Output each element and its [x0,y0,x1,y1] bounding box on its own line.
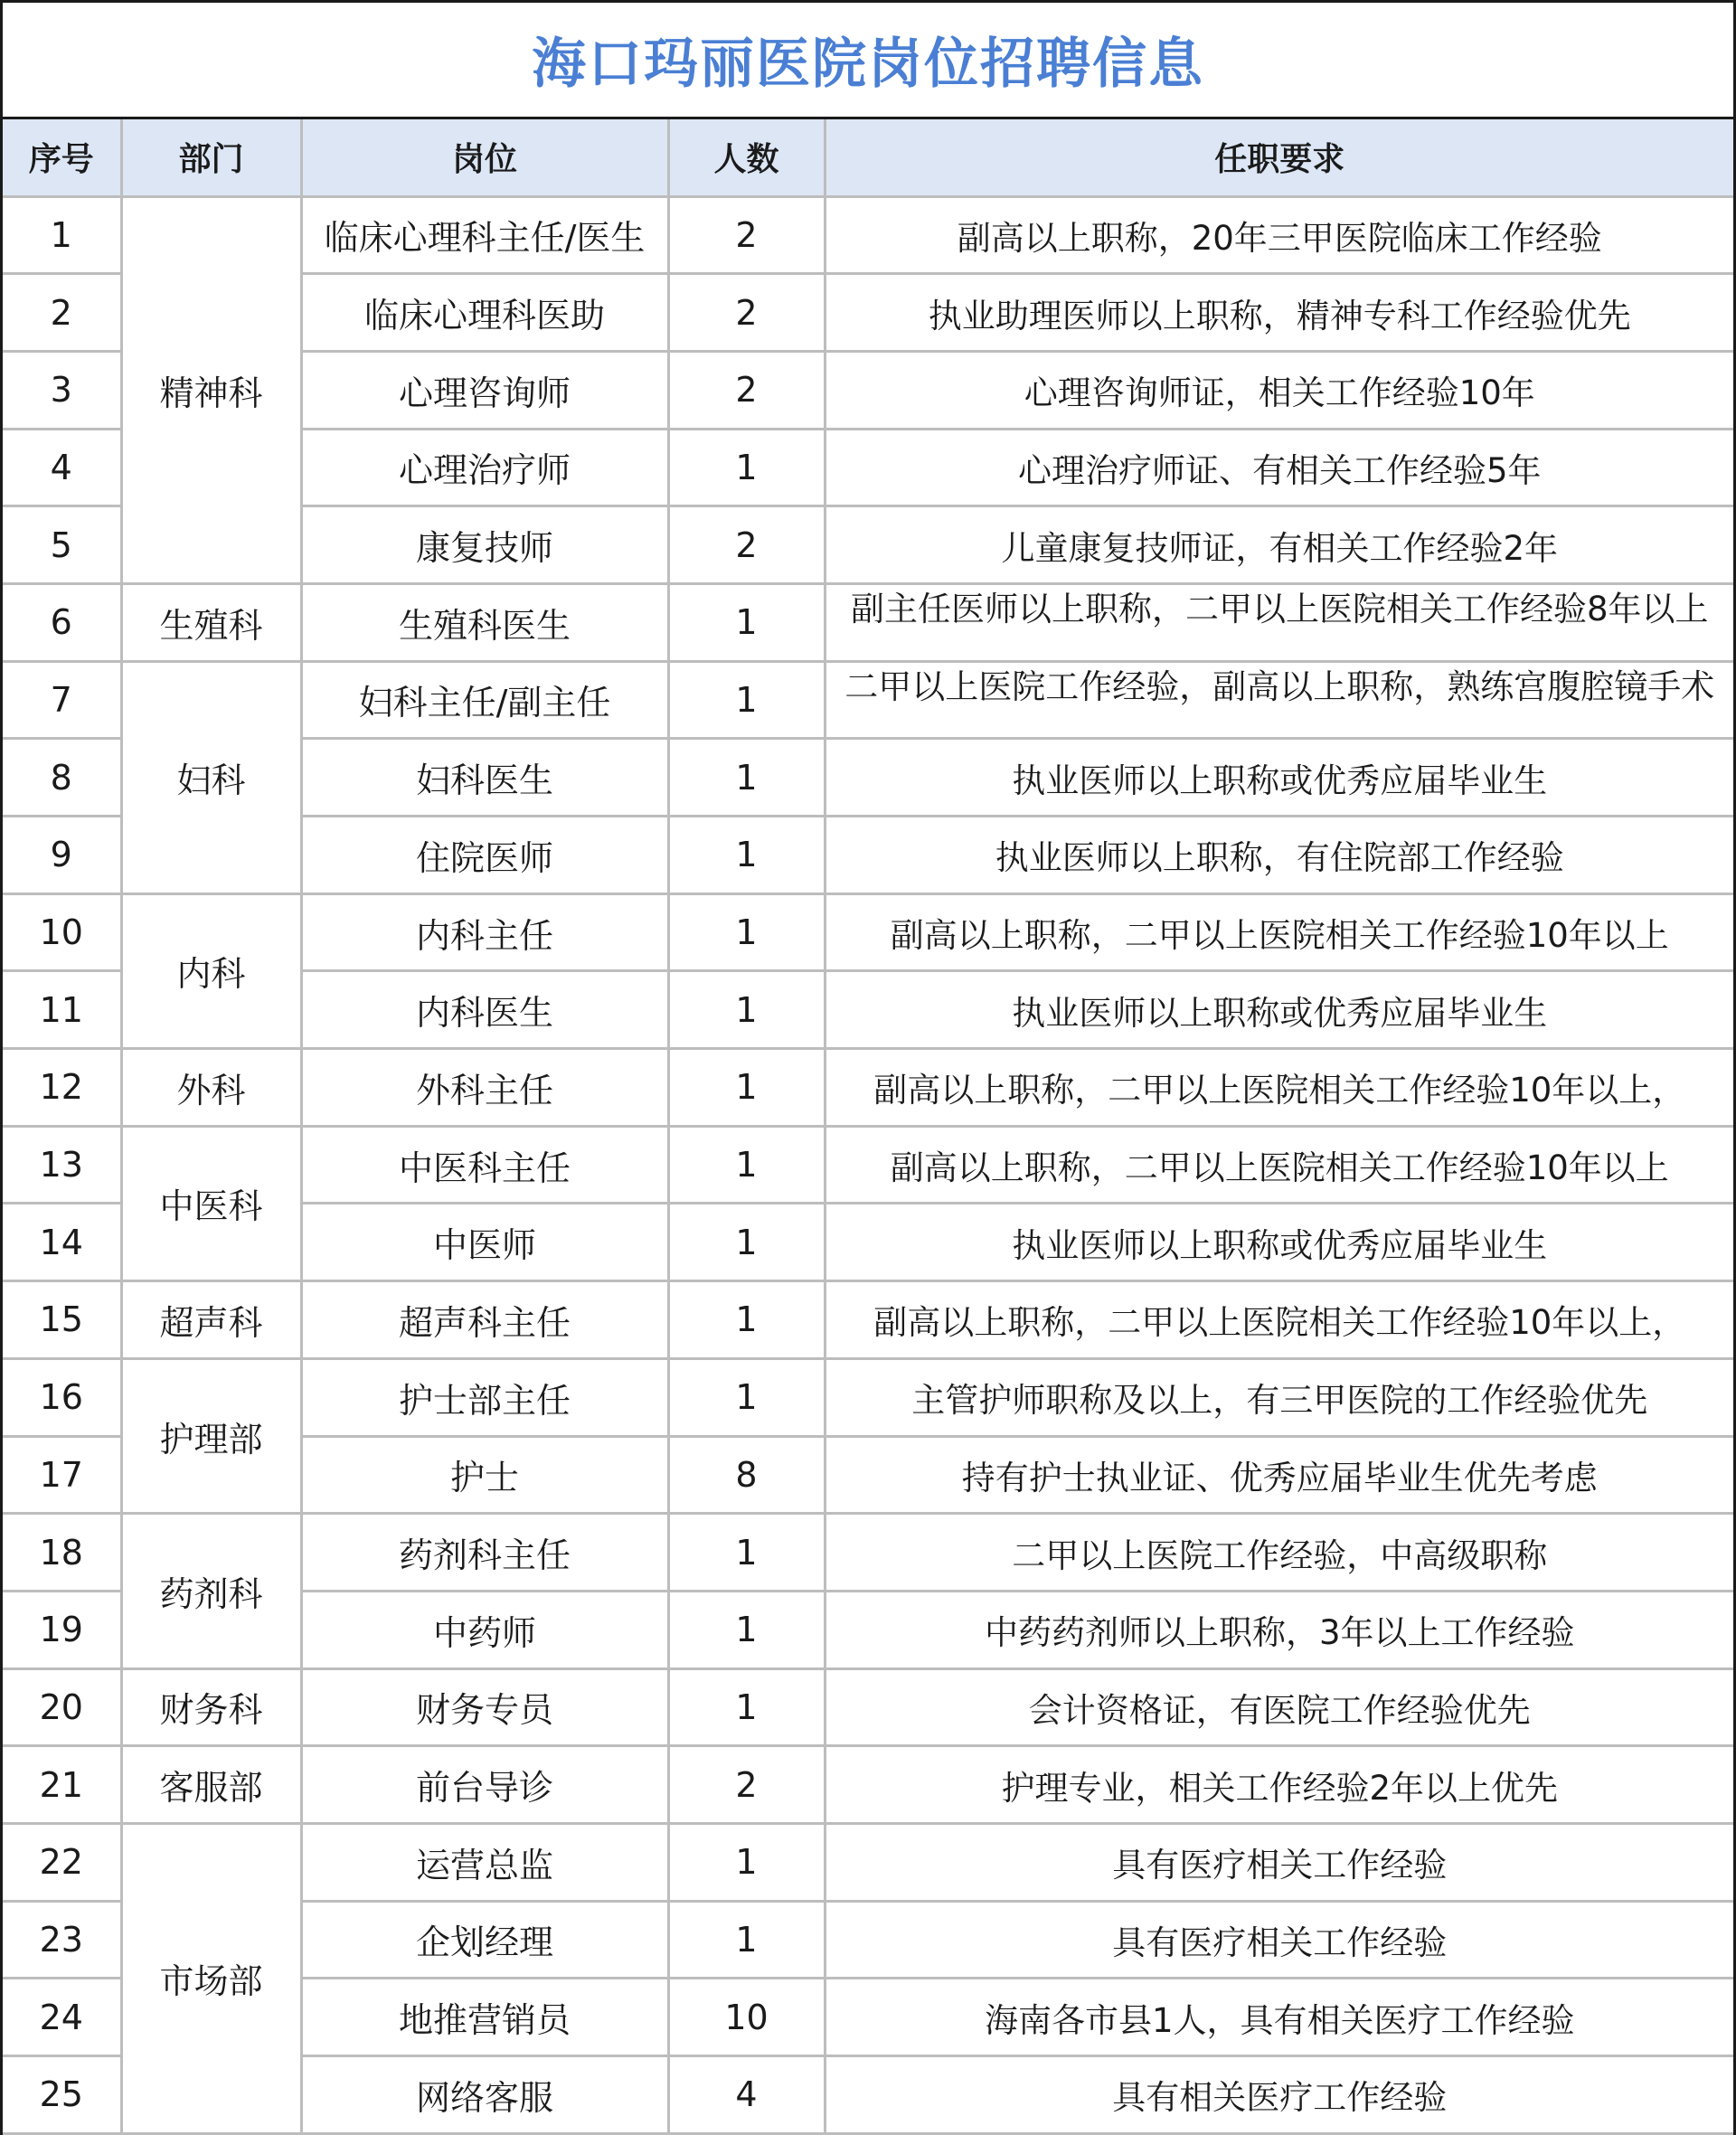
count-cell: 1 [668,1591,825,1668]
requirement-cell: 执业医师以上职称或优秀应届毕业生 [825,971,1733,1049]
count-cell: 1 [668,1281,825,1359]
row-number: 10 [3,893,121,971]
row-number: 16 [3,1358,121,1436]
table-row [3,196,1733,274]
position-cell: 中医师 [301,1204,668,1281]
department-cell: 护理部 [121,1358,301,1513]
position-cell: 心理咨询师 [301,351,668,429]
row-number: 7 [3,661,121,739]
title-bar [3,3,1733,119]
position-cell: 护士 [301,1436,668,1514]
row-number: 11 [3,971,121,1049]
requirement-cell-text: 副主任医师以上职称，二甲以上医院相关工作经验8年以上 [850,589,1709,628]
position-cell: 妇科主任/副主任 [301,661,668,739]
row-number: 21 [3,1746,121,1824]
requirement-cell-text: 二甲以上医院工作经验，副高以上职称，熟练宫腹腔镜手术 [844,666,1715,706]
position-cell: 内科主任 [301,893,668,971]
requirement-cell: 执业助理医师以上职称，精神专科工作经验优先 [825,274,1733,352]
page-title: 海口玛丽医院岗位招聘信息 [532,33,1204,96]
requirement-cell: 中药药剂师以上职称，3年以上工作经验 [825,1591,1733,1668]
department-cell: 市场部 [121,1823,301,2133]
count-cell: 1 [668,971,825,1049]
requirement-cell: 副高以上职称，20年三甲医院临床工作经验 [825,196,1733,274]
count-cell: 1 [668,1823,825,1901]
position-cell: 心理治疗师 [301,429,668,506]
header-position: 岗位 [301,119,668,196]
count-cell: 1 [668,583,825,661]
position-cell: 前台导诊 [301,1746,668,1824]
header-requirement: 任职要求 [825,119,1733,196]
count-cell: 1 [668,1358,825,1436]
requirement-cell: 副高以上职称，二甲以上医院相关工作经验10年以上， [825,1281,1733,1359]
table-row [3,583,1733,661]
row-number: 19 [3,1591,121,1668]
department-cell: 客服部 [121,1746,301,1824]
row-number: 6 [3,583,121,661]
requirement-cell: 执业医师以上职称或优秀应届毕业生 [825,1204,1733,1281]
table-row [3,1823,1733,1901]
row-number: 8 [3,739,121,817]
count-cell: 10 [668,1979,825,2056]
row-number: 1 [3,196,121,274]
position-cell: 临床心理科医助 [301,274,668,352]
row-number: 20 [3,1668,121,1746]
requirement-cell: 二甲以上医院工作经验，中高级职称 [825,1514,1733,1592]
count-cell: 1 [668,1668,825,1746]
row-number: 24 [3,1979,121,2056]
requirement-cell: 执业医师以上职称，有住院部工作经验 [825,817,1733,894]
count-cell: 1 [668,817,825,894]
requirement-cell: 海南各市县1人，具有相关医疗工作经验 [825,1979,1733,2056]
table-row [3,893,1733,971]
count-cell: 2 [668,274,825,352]
count-cell: 2 [668,196,825,274]
position-cell: 内科医生 [301,971,668,1049]
count-cell: 2 [668,506,825,584]
table-row [3,1514,1733,1592]
department-cell: 妇科 [121,661,301,893]
row-number: 18 [3,1514,121,1592]
position-cell: 中医科主任 [301,1126,668,1204]
count-cell: 1 [668,429,825,506]
count-cell: 1 [668,1204,825,1281]
count-cell: 1 [668,1049,825,1127]
position-cell: 地推营销员 [301,1979,668,2056]
requirement-cell: 会计资格证，有医院工作经验优先 [825,1668,1733,1746]
row-number: 3 [3,351,121,429]
header-no: 序号 [3,119,121,196]
header-dept: 部门 [121,119,301,196]
requirement-cell: 具有医疗相关工作经验 [825,1901,1733,1979]
position-cell: 网络客服 [301,2056,668,2134]
row-number: 25 [3,2056,121,2134]
requirement-cell: 副高以上职称，二甲以上医院相关工作经验10年以上， [825,1049,1733,1127]
row-number: 22 [3,1823,121,1901]
position-cell: 生殖科医生 [301,583,668,661]
position-cell: 护士部主任 [301,1358,668,1436]
requirement-cell: 主管护师职称及以上，有三甲医院的工作经验优先 [825,1358,1733,1436]
row-number: 15 [3,1281,121,1359]
department-cell: 外科 [121,1049,301,1127]
requirement-cell [825,661,1733,739]
requirement-cell: 护理专业，相关工作经验2年以上优先 [825,1746,1733,1824]
table-row [3,1126,1733,1204]
count-cell: 1 [668,1514,825,1592]
department-cell: 精神科 [121,196,301,583]
row-number: 23 [3,1901,121,1979]
table-row [3,1358,1733,1436]
table-row [3,1281,1733,1359]
requirement-cell: 心理治疗师证、有相关工作经验5年 [825,429,1733,506]
department-cell: 生殖科 [121,583,301,661]
requirement-cell [825,583,1733,661]
count-cell: 1 [668,893,825,971]
position-cell: 企划经理 [301,1901,668,1979]
department-cell: 超声科 [121,1281,301,1359]
count-cell: 1 [668,1126,825,1204]
position-cell: 财务专员 [301,1668,668,1746]
position-cell: 药剂科主任 [301,1514,668,1592]
table-row [3,1746,1733,1824]
row-number: 14 [3,1204,121,1281]
header-count: 人数 [668,119,825,196]
department-cell: 药剂科 [121,1514,301,1668]
row-number: 9 [3,817,121,894]
header-row [3,119,1733,196]
department-cell: 内科 [121,893,301,1048]
row-number: 4 [3,429,121,506]
requirement-cell: 持有护士执业证、优秀应届毕业生优先考虑 [825,1436,1733,1514]
requirement-cell: 副高以上职称，二甲以上医院相关工作经验10年以上 [825,1126,1733,1204]
row-number: 13 [3,1126,121,1204]
recruitment-table [3,119,1733,2135]
position-cell: 超声科主任 [301,1281,668,1359]
position-cell: 康复技师 [301,506,668,584]
row-number: 2 [3,274,121,352]
requirement-cell: 副高以上职称，二甲以上医院相关工作经验10年以上 [825,893,1733,971]
count-cell: 1 [668,661,825,739]
position-cell: 临床心理科主任/医生 [301,196,668,274]
position-cell: 中药师 [301,1591,668,1668]
count-cell: 2 [668,1746,825,1824]
position-cell: 妇科医生 [301,739,668,817]
requirement-cell: 具有医疗相关工作经验 [825,1823,1733,1901]
count-cell: 1 [668,1901,825,1979]
department-cell: 财务科 [121,1668,301,1746]
row-number: 5 [3,506,121,584]
requirement-cell: 执业医师以上职称或优秀应届毕业生 [825,739,1733,817]
row-number: 17 [3,1436,121,1514]
count-cell: 1 [668,739,825,817]
department-cell: 中医科 [121,1126,301,1280]
table-body [3,196,1733,2133]
count-cell: 8 [668,1436,825,1514]
requirement-cell: 心理咨询师证，相关工作经验10年 [825,351,1733,429]
requirement-cell: 具有相关医疗工作经验 [825,2056,1733,2134]
count-cell: 4 [668,2056,825,2134]
row-number: 12 [3,1049,121,1127]
table-row [3,1049,1733,1127]
table-row [3,1668,1733,1746]
table-row [3,661,1733,739]
count-cell: 2 [668,351,825,429]
position-cell: 运营总监 [301,1823,668,1901]
requirement-cell: 儿童康复技师证，有相关工作经验2年 [825,506,1733,584]
position-cell: 住院医师 [301,817,668,894]
position-cell: 外科主任 [301,1049,668,1127]
